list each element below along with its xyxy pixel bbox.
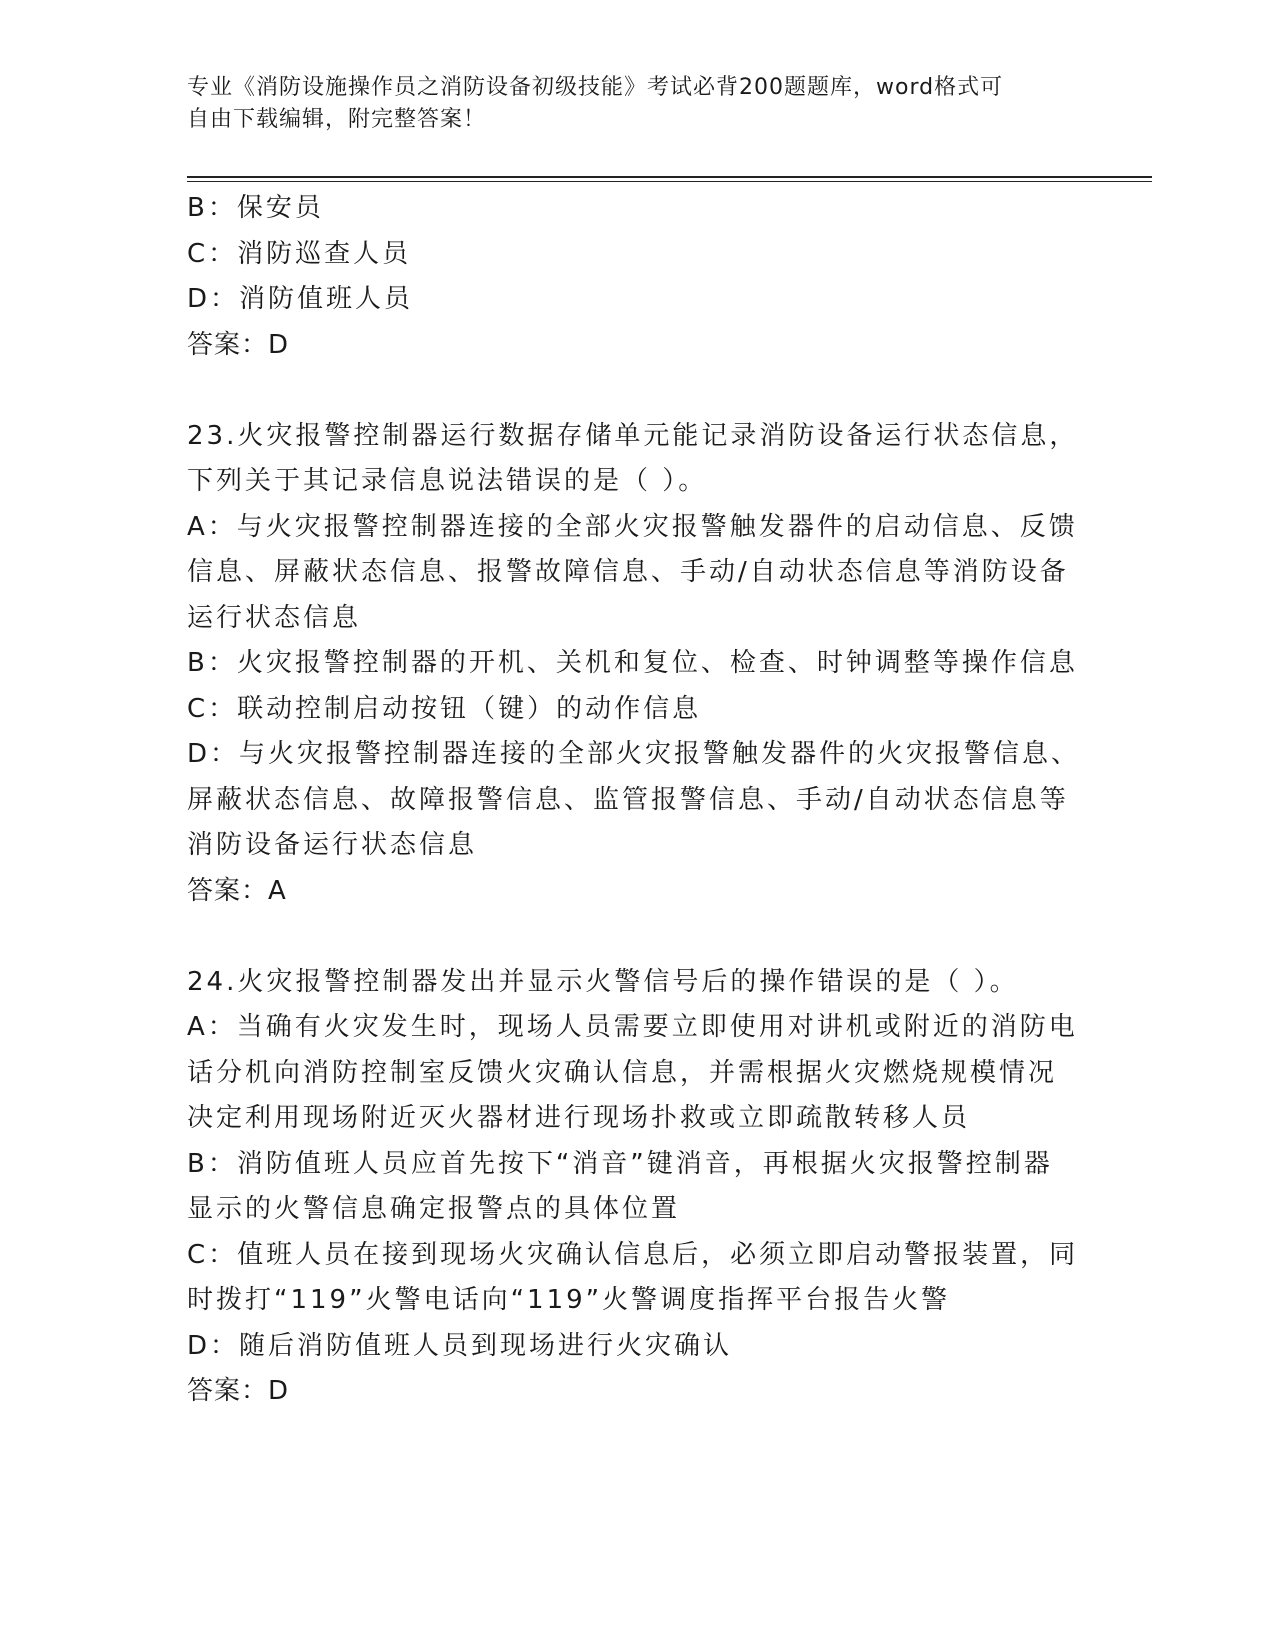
question-23	[187, 414, 1087, 915]
option-a: 运行状态信息	[187, 602, 362, 633]
option-d: D：随后消防值班人员到现场进行火灾确认	[187, 1330, 733, 1361]
page-header	[187, 72, 1087, 136]
option-b: B：消防值班人员应首先按下“消音”键消音，再根据火灾报警控制器	[187, 1148, 1053, 1179]
option-c: C：联动控制启动按钮（键）的动作信息	[187, 693, 702, 724]
option-a: A：当确有火灾发生时，现场人员需要立即使用对讲机或附近的消防电	[187, 1012, 1078, 1042]
question-stem: 24.火灾报警控制器发出并显示火警信号后的操作错误的是（ ）。	[187, 966, 1019, 997]
option-a: A：与火灾报警控制器连接的全部火灾报警触发器件的启动信息、反馈	[187, 511, 1078, 542]
option-c: C：消防巡查人员	[187, 238, 412, 269]
header-line-2: 自由下载编辑，附完整答案！	[187, 107, 487, 132]
answer: 答案：D	[187, 1376, 290, 1406]
option-d: D：消防值班人员	[187, 284, 414, 314]
question-24	[187, 960, 1087, 1415]
option-d: 消防设备运行状态信息	[187, 830, 478, 860]
option-a: 话分机向消防控制室反馈火灾确认信息，并需根据火灾燃烧规模情况	[187, 1057, 1058, 1088]
option-c: 时拨打“119”火警电话向“119”火警调度指挥平台报告火警	[187, 1285, 951, 1315]
header-line-1: 专业《消防设施操作员之消防设备初级技能》考试必背200题题库，word格式可	[187, 75, 1004, 100]
spacer	[187, 914, 1087, 960]
option-c: C：值班人员在接到现场火灾确认信息后，必须立即启动警报装置，同	[187, 1239, 1079, 1270]
answer: 答案：D	[187, 329, 290, 360]
spacer	[187, 368, 1087, 414]
option-d: D：与火灾报警控制器连接的全部火灾报警触发器件的火灾报警信息、	[187, 739, 1081, 769]
option-a: 信息、屏蔽状态信息、报警故障信息、手动/自动状态信息等消防设备	[187, 557, 1069, 587]
question-22-tail	[187, 186, 1087, 368]
question-stem: 23.火灾报警控制器运行数据存储单元能记录消防设备运行状态信息，	[187, 420, 1079, 451]
option-b: 显示的火警信息确定报警点的具体位置	[187, 1194, 681, 1224]
question-stem: 下列关于其记录信息说法错误的是（ ）。	[187, 466, 708, 496]
option-b: B：火灾报警控制器的开机、关机和复位、检查、时钟调整等操作信息	[187, 648, 1078, 678]
document-body	[187, 186, 1087, 1415]
option-a: 决定利用现场附近灭火器材进行现场扑救或立即疏散转移人员	[187, 1103, 971, 1133]
document-header	[187, 72, 1047, 136]
answer: 答案：A	[187, 875, 287, 906]
header-divider	[187, 176, 1152, 182]
option-b: B：保安员	[187, 193, 324, 223]
option-d: 屏蔽状态信息、故障报警信息、监管报警信息、手动/自动状态信息等	[187, 784, 1069, 815]
